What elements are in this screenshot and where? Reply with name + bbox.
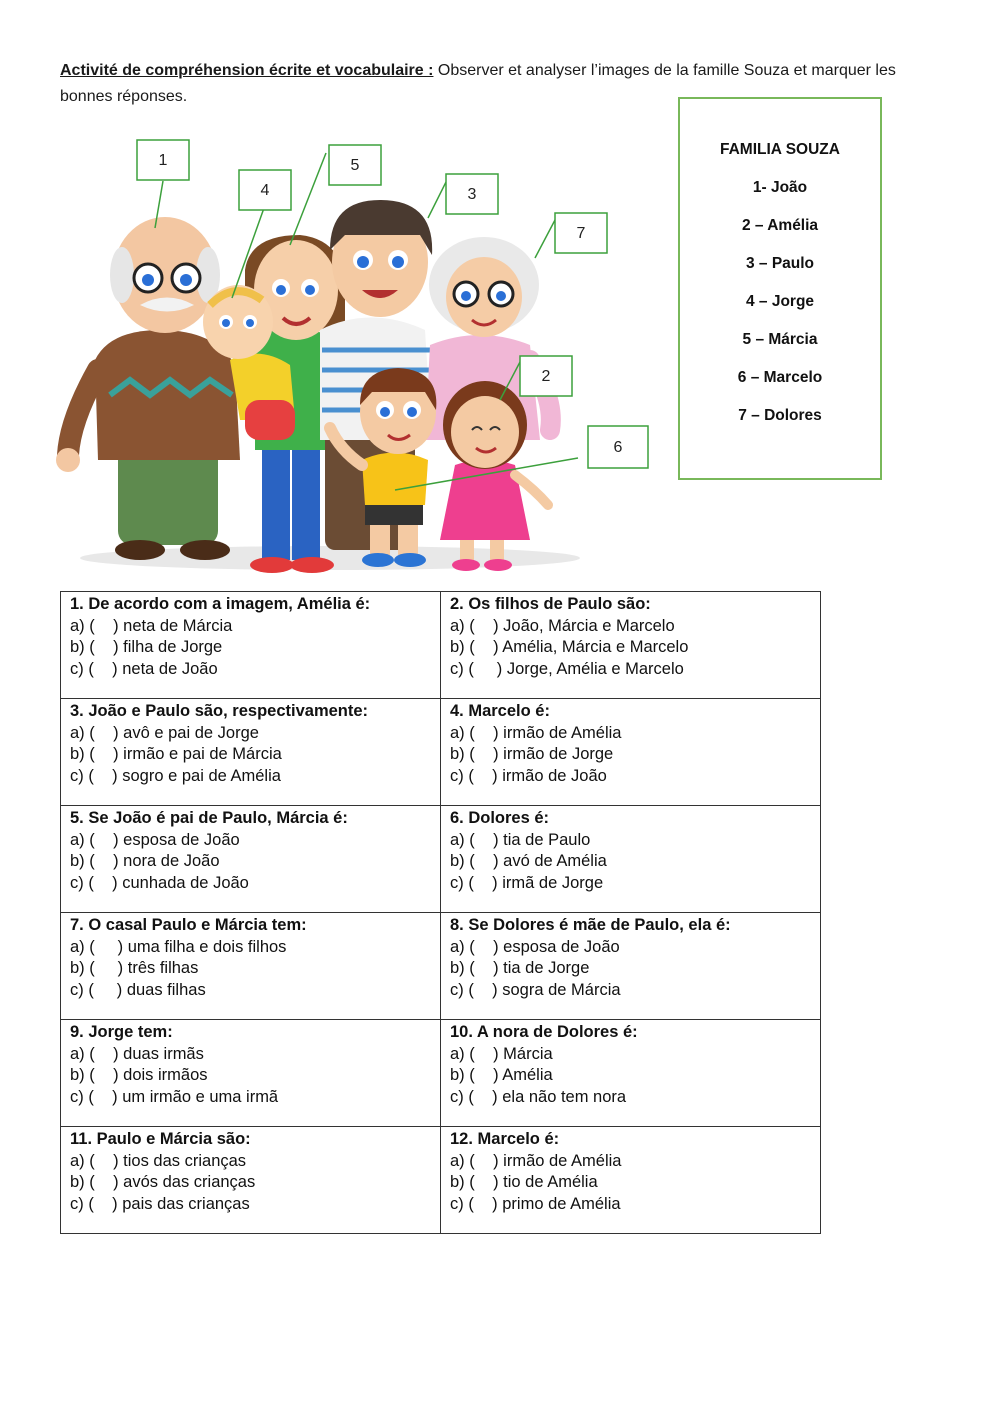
answer-option[interactable]: c) ( ) Jorge, Amélia e Marcelo: [450, 659, 684, 678]
legend-item: 1- João: [752, 179, 808, 196]
svg-text:7: 7: [576, 225, 586, 242]
callout-label-6: [588, 426, 648, 468]
answer-option[interactable]: a) ( ) Márcia: [450, 1044, 553, 1063]
svg-text:4: 4: [260, 182, 270, 199]
answer-option[interactable]: c) ( ) cunhada de João: [70, 873, 249, 892]
callout-label-3: [446, 174, 498, 214]
svg-text:3: 3: [467, 186, 477, 203]
answer-option[interactable]: c) ( ) irmão de João: [450, 766, 607, 785]
answer-option[interactable]: a) ( ) neta de Márcia: [70, 616, 233, 635]
answer-option[interactable]: a) ( ) esposa de João: [70, 830, 240, 849]
question-text: 1. De acordo com a imagem, Amélia é:: [70, 595, 371, 613]
answer-option[interactable]: b) ( ) Amélia, Márcia e Marcelo: [450, 638, 689, 656]
answer-option[interactable]: a) ( ) esposa de João: [450, 937, 620, 956]
questions-table: [60, 591, 821, 1234]
question-cell: [441, 1127, 821, 1234]
answer-option[interactable]: a) ( ) uma filha e dois filhos: [70, 937, 287, 956]
answer-option[interactable]: b) ( ) dois irmãos: [70, 1066, 208, 1084]
question-cell: [61, 699, 441, 806]
answer-option[interactable]: b) ( ) tio de Amélia: [450, 1173, 598, 1191]
question-cell: [61, 592, 441, 699]
question-cell: [61, 913, 441, 1020]
answer-option[interactable]: b) ( ) nora de João: [70, 852, 220, 870]
question-cell: [441, 699, 821, 806]
answer-option[interactable]: b) ( ) três filhas: [70, 959, 199, 977]
legend-item: 4 – Jorge: [745, 293, 815, 310]
question-text: 2. Os filhos de Paulo são:: [450, 595, 651, 613]
question-text: 10. A nora de Dolores é:: [450, 1023, 638, 1041]
answer-option[interactable]: c) ( ) um irmão e uma irmã: [70, 1087, 279, 1106]
question-text: 8. Se Dolores é mãe de Paulo, ela é:: [450, 916, 731, 934]
table-row: [61, 1020, 821, 1127]
instructions-text: Observer et analyser l’images de la famille Souza et marquer les bonnes réponses.: [60, 62, 896, 105]
answer-option[interactable]: b) ( ) irmão de Jorge: [450, 745, 614, 763]
callout-label-1: [137, 140, 189, 180]
question-text: 3. João e Paulo são, respectivamente:: [70, 702, 369, 720]
answer-option[interactable]: c) ( ) ela não tem nora: [450, 1087, 627, 1106]
legend-item: 7 – Dolores: [738, 407, 822, 424]
answer-option[interactable]: c) ( ) sogro e pai de Amélia: [70, 766, 281, 785]
question-text: 11. Paulo e Márcia são:: [70, 1130, 251, 1148]
callout-label-2: [520, 356, 572, 396]
table-row: [61, 592, 821, 699]
answer-option[interactable]: a) ( ) tios das crianças: [70, 1151, 247, 1170]
answer-option[interactable]: a) ( ) avô e pai de Jorge: [70, 723, 259, 742]
callout-label-5: [329, 145, 381, 185]
answer-option[interactable]: c) ( ) sogra de Márcia: [450, 980, 621, 999]
question-cell: [441, 806, 821, 913]
answer-option[interactable]: a) ( ) João, Márcia e Marcelo: [450, 616, 675, 635]
question-text: 9. Jorge tem:: [70, 1023, 173, 1041]
legend-item: 3 – Paulo: [745, 255, 815, 272]
question-cell: [441, 1020, 821, 1127]
question-text: 7. O casal Paulo e Márcia tem:: [70, 916, 307, 934]
answer-option[interactable]: b) ( ) Amélia: [450, 1066, 553, 1084]
legend-title: FAMILIA SOUZA: [720, 141, 840, 158]
question-cell: [61, 1020, 441, 1127]
answer-option[interactable]: a) ( ) duas irmãs: [70, 1044, 204, 1063]
instructions-lead: Activité de compréhension écrite et vocabulaire :: [60, 62, 434, 79]
question-cell: [61, 806, 441, 913]
svg-text:6: 6: [613, 439, 623, 456]
answer-option[interactable]: b) ( ) irmão e pai de Márcia: [70, 745, 282, 763]
table-row: [61, 806, 821, 913]
answer-option[interactable]: b) ( ) avós das crianças: [70, 1173, 256, 1191]
question-text: 6. Dolores é:: [450, 809, 550, 827]
answer-option[interactable]: c) ( ) duas filhas: [70, 980, 206, 999]
answer-option[interactable]: a) ( ) irmão de Amélia: [450, 1151, 622, 1170]
answer-option[interactable]: c) ( ) primo de Amélia: [450, 1194, 621, 1213]
question-cell: [441, 913, 821, 1020]
question-text: 12. Marcelo é:: [450, 1130, 560, 1148]
family-illustration: [55, 130, 675, 580]
grandpa-figure: [56, 217, 240, 560]
callout-label-4: [239, 170, 291, 210]
table-row: [61, 1127, 821, 1234]
question-cell: [61, 1127, 441, 1234]
legend-item: 6 – Marcelo: [737, 369, 823, 386]
answer-option[interactable]: a) ( ) irmão de Amélia: [450, 723, 622, 742]
question-text: 5. Se João é pai de Paulo, Márcia é:: [70, 809, 348, 827]
question-cell: [441, 592, 821, 699]
svg-text:2: 2: [541, 368, 551, 385]
answer-option[interactable]: b) ( ) avó de Amélia: [450, 852, 607, 870]
answer-option[interactable]: b) ( ) filha de Jorge: [70, 638, 223, 656]
family-legend: [678, 97, 882, 480]
answer-option[interactable]: a) ( ) tia de Paulo: [450, 830, 591, 849]
legend-item: 5 – Márcia: [742, 331, 818, 348]
table-row: [61, 699, 821, 806]
answer-option[interactable]: b) ( ) tia de Jorge: [450, 959, 590, 977]
table-row: [61, 913, 821, 1020]
answer-option[interactable]: c) ( ) neta de João: [70, 659, 218, 678]
svg-text:5: 5: [350, 157, 360, 174]
legend-item: 2 – Amélia: [741, 217, 819, 234]
question-text: 4. Marcelo é:: [450, 702, 550, 720]
answer-option[interactable]: c) ( ) irmã de Jorge: [450, 873, 604, 892]
svg-text:1: 1: [158, 152, 168, 169]
callout-label-7: [555, 213, 607, 253]
answer-option[interactable]: c) ( ) pais das crianças: [70, 1194, 250, 1213]
